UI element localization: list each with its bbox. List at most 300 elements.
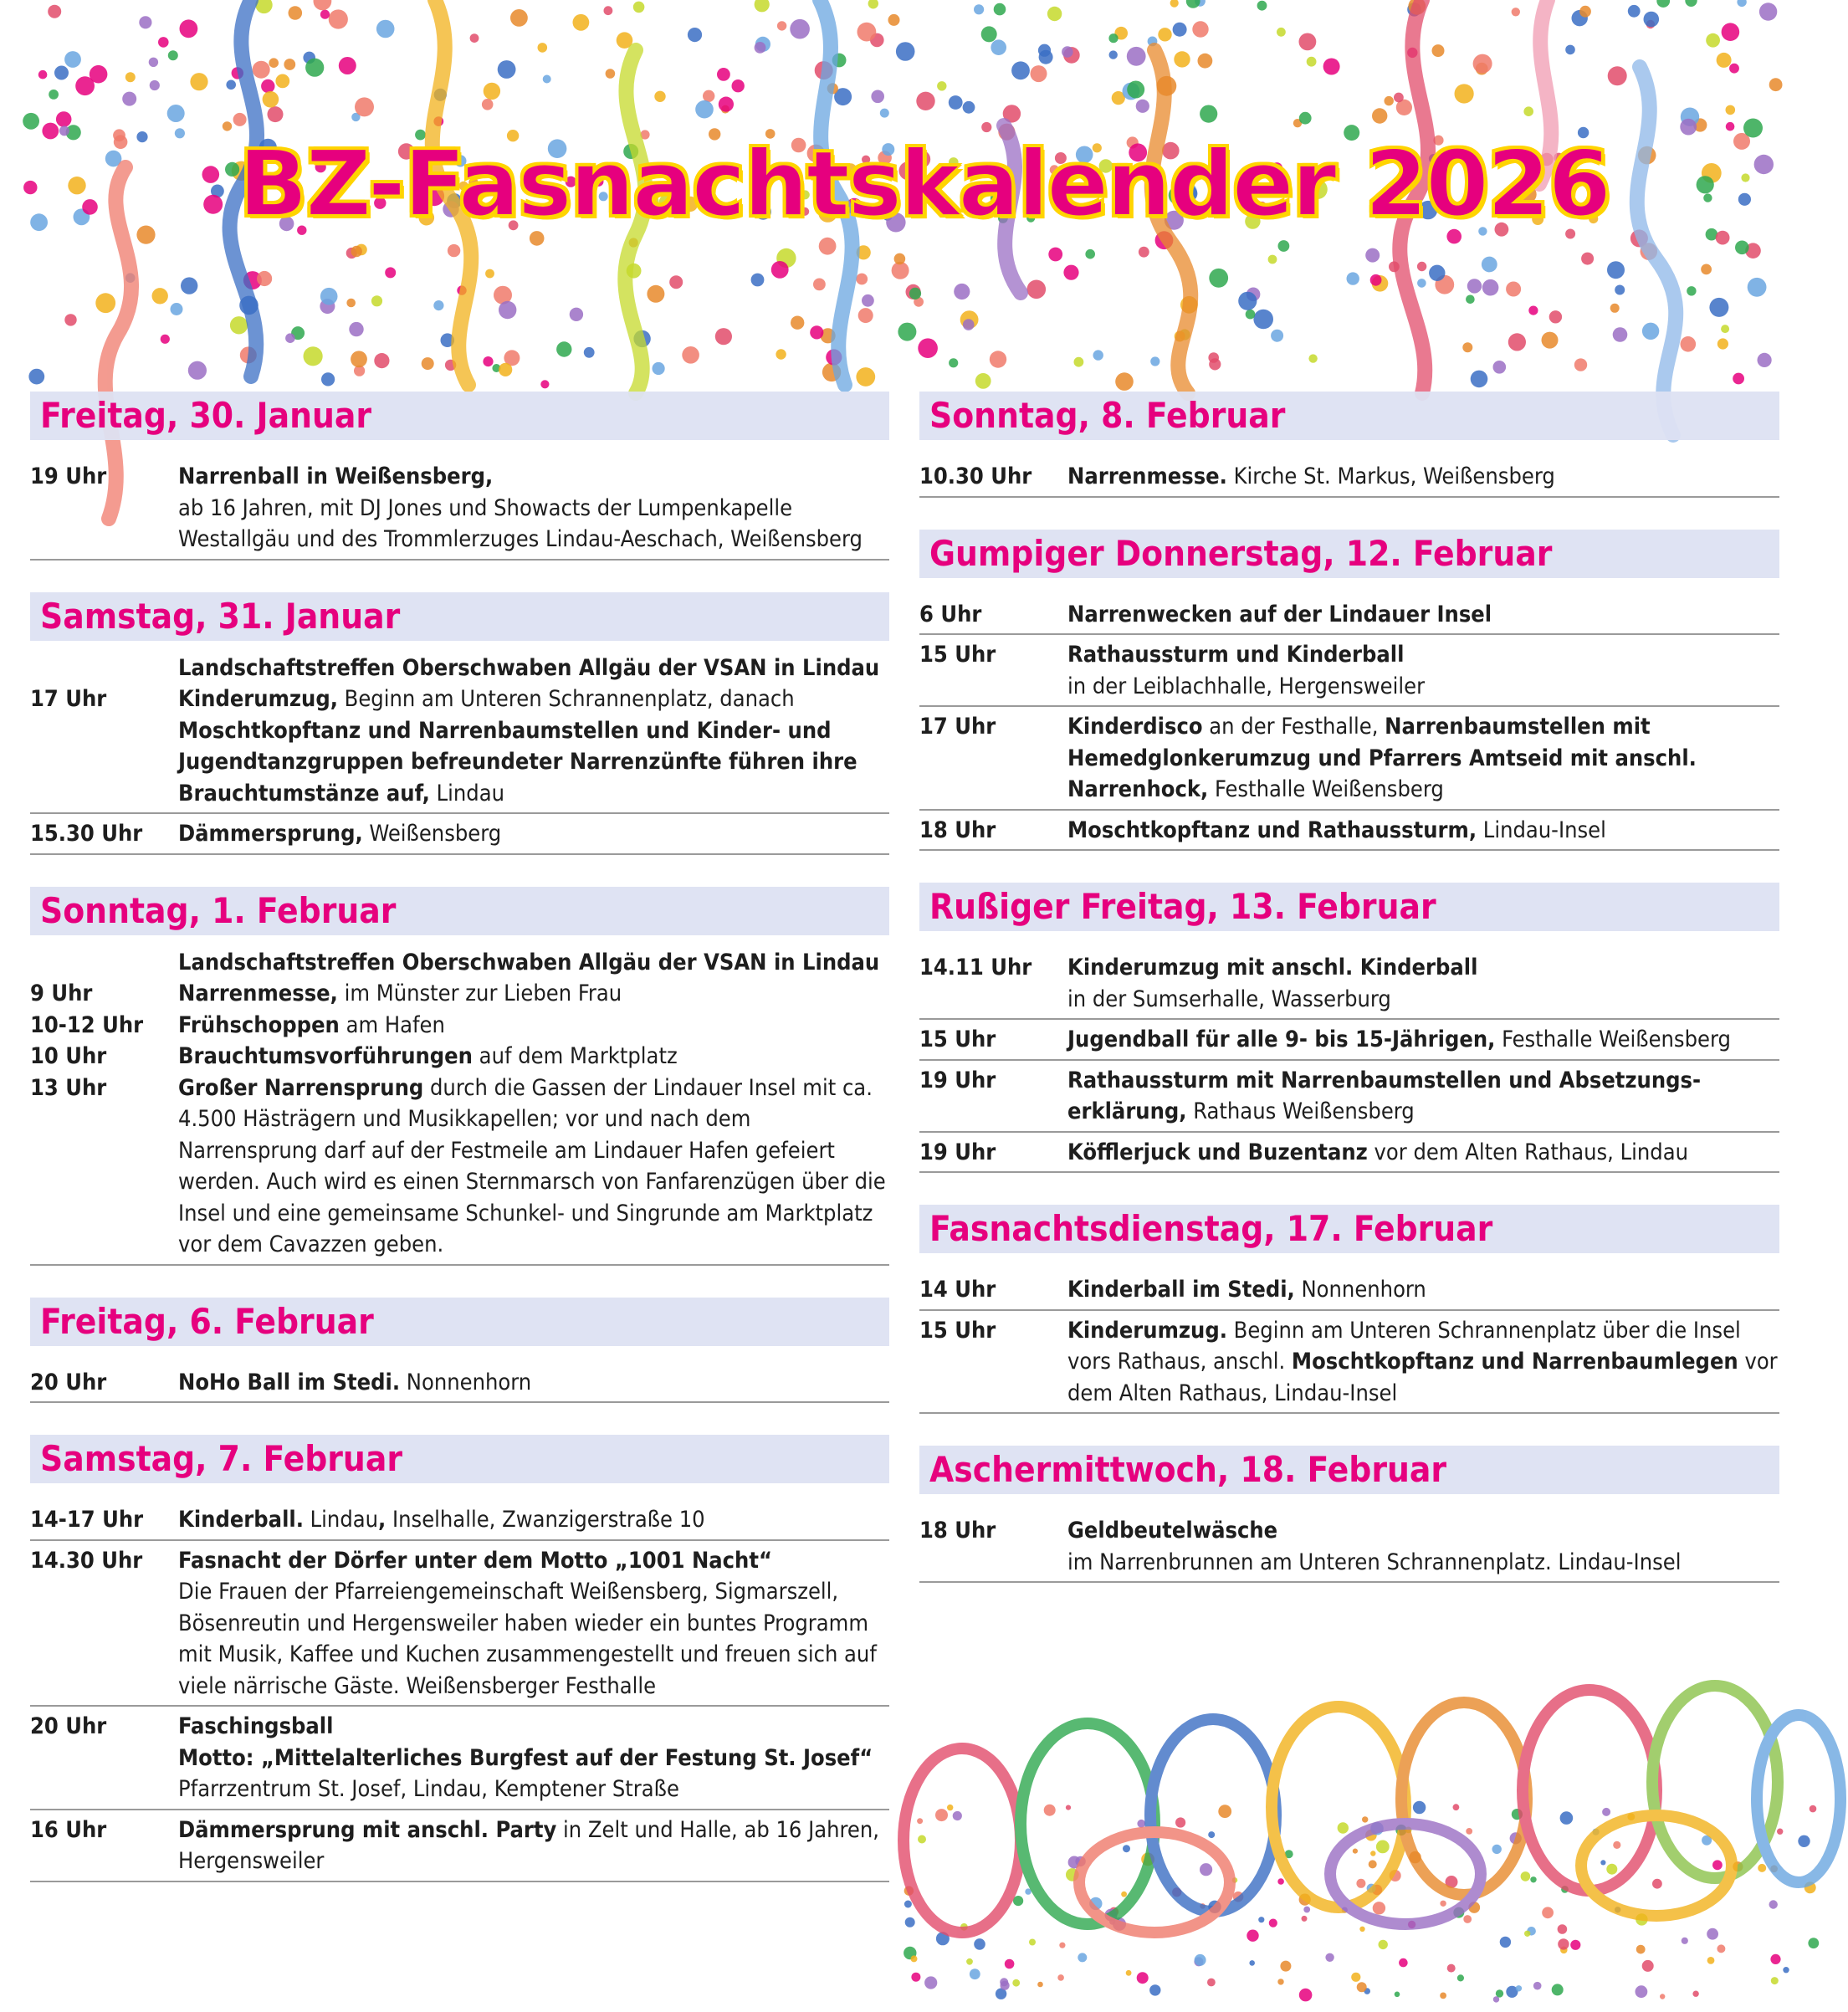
confetti-dot [755,42,766,54]
day-header: Gumpiger Donnerstag, 12. Februar [919,530,1779,578]
confetti-dot [924,1976,937,1989]
confetti-dot [1644,12,1660,28]
confetti-dot [1174,51,1190,67]
confetti-dot [1687,286,1696,295]
confetti-dot [484,83,500,100]
confetti-dot [269,58,279,68]
confetti-dot [321,372,335,386]
confetti-dot [1770,1954,1780,1964]
streamer-curl [1021,1723,1154,1924]
event-title: Frühschoppen [178,1011,340,1038]
confetti-dot [1376,1840,1390,1854]
confetti-dot [963,101,975,114]
day-header: Samstag, 7. Februar [30,1435,889,1483]
confetti-dot [1642,323,1659,340]
confetti-dot [776,349,786,359]
event-location: in der Leiblachhalle, Hergensweiler [1067,673,1426,699]
event-details: Beginn am Unteren Schrannenplatz, danach [337,686,795,712]
right-column [919,392,1779,1615]
confetti-dot [543,75,551,84]
confetti-dot [349,322,363,336]
confetti-dot [1109,50,1118,59]
event-title: Narrenball in Weißensberg, [178,463,494,489]
confetti-dot [1277,1878,1284,1885]
confetti-dot [285,333,295,343]
confetti-dot [857,23,877,42]
confetti-dot [755,0,770,12]
confetti-dot [1012,1979,1020,1987]
confetti-dot [1570,1940,1580,1950]
confetti-dot [149,58,158,67]
confetti-dot [139,16,151,28]
confetti-dot [1379,1940,1388,1949]
confetti-dot [1552,1984,1564,1995]
event-description [1067,599,1779,631]
event-row [919,1311,1779,1415]
confetti-dot [1506,282,1521,297]
event-description [1067,1515,1779,1578]
confetti-dot [813,279,826,291]
confetti-dot [856,367,875,387]
confetti-dot [1353,1849,1358,1854]
confetti-dot [1362,1816,1368,1822]
confetti-dot [433,300,443,310]
confetti-dot [1717,338,1728,349]
event-row [919,595,1779,636]
confetti-dot [376,20,395,38]
event-title: Kinderball. [178,1507,304,1533]
event-title: Brauchtumsvorführungen [178,1043,473,1069]
day-header: Freitag, 6. Februar [30,1298,889,1346]
confetti-dot [499,363,512,376]
confetti-dot [1729,64,1739,74]
event-details: durch die Gassen der Lindauer Insel mit ca. 4.500 Hästrägern und Musikkapellen; vor und nach dem Narrensprung darf auf der Festmeile am Lindauer Hafen gefeiert werden. Auch wird es einen Sternmarsch von Fanfarenzügen über die Insel und eine gemeinsame Schunkel- und Singrunde am Marktplatz vor dem Cavazzen geben. [178,1074,886,1257]
confetti-dot [1127,81,1144,99]
confetti-dot [1524,1931,1530,1937]
event-location: Lindau [429,780,505,806]
confetti-dot [188,361,207,380]
event-details: Beginn am Unteren Schrannenplatz über die Insel vors Rathaus, anschl. [1067,1317,1741,1375]
confetti-dot [1038,44,1051,57]
confetti-dot [1093,350,1103,360]
event-row [30,457,889,561]
confetti-dot [1613,1841,1620,1849]
confetti-dot [1722,23,1740,41]
confetti-dot [1681,336,1697,352]
confetti-dot [1011,61,1030,79]
confetti-dot [1357,1982,1367,1992]
event-location: Nonnenhorn [1294,1277,1426,1303]
confetti-dot [1759,3,1777,20]
event-time: 20 Uhr [30,1369,107,1395]
confetti-dot [974,1938,985,1950]
confetti-dot [1432,44,1445,57]
confetti-dot [1209,269,1228,288]
confetti-dot [1059,1943,1065,1948]
confetti-dot [898,323,916,341]
day-header: Freitag, 30. Januar [30,392,889,440]
event-time: 14-17 Uhr [30,1507,144,1533]
event-time: 16 Uhr [30,1816,107,1843]
page-title: BZ-Fasnachtskalender 2026 [238,132,1610,237]
confetti-dot [305,59,324,77]
day-header: Rußiger Freitag, 13. Februar [919,883,1779,931]
confetti-dot [1707,1928,1718,1940]
confetti-dot [1549,310,1562,323]
confetti-dot [1413,1801,1426,1814]
event-row [30,1010,889,1042]
confetti-dot [1063,265,1078,280]
confetti-dot [1299,1989,1313,2002]
confetti-dot [538,43,548,53]
confetti-dot [125,72,136,82]
confetti-dot [1044,1805,1056,1816]
confetti-dot [791,316,804,330]
confetti-dot [653,362,665,375]
confetti-dot [230,316,248,334]
confetti-dot [909,288,921,299]
confetti-dot [905,1917,915,1928]
event-motto: Motto: „Mittelalterliches Burgfest auf der Festung St. Josef“ [178,1744,873,1771]
confetti-dot [1656,0,1670,8]
event-description [178,1545,889,1702]
confetti-dot [1258,1917,1264,1922]
confetti-dot [1417,262,1426,271]
confetti-dot [1606,1864,1617,1875]
confetti-dot [819,238,837,255]
event-time: 15 Uhr [919,1026,996,1052]
day-section [30,392,889,561]
confetti-dot [1471,371,1488,388]
confetti-dot [777,21,786,30]
confetti-dot [858,308,873,323]
confetti-dot [981,122,991,132]
day-section [30,592,889,855]
confetti-dot [1066,1805,1071,1810]
event-time: 13 Uhr [30,1074,107,1101]
confetti-dot [1247,1930,1258,1942]
event-location: vor dem Alten Rathaus, Lindau-Insel [1067,1349,1778,1406]
confetti-dot [1257,1,1267,11]
confetti-dot [346,299,356,308]
confetti-dot [152,288,168,304]
confetti-dot [1370,1851,1375,1856]
confetti-dot [1758,1864,1766,1872]
confetti-dot [1200,1863,1212,1876]
event-location: in der Sumserhalle, Wasserburg [1067,986,1391,1012]
confetti-dot [918,338,938,358]
confetti-dot [1280,1961,1291,1972]
event-title: Fasnacht der Dörfer unter dem Motto „1001 Nacht“ [178,1547,772,1574]
confetti-dot [966,1958,973,1965]
confetti-dot [1356,1879,1365,1888]
confetti-dot [1150,356,1159,366]
confetti-dot [935,1809,948,1821]
confetti-dot [1074,357,1084,367]
event-description [178,818,889,850]
confetti-dot [223,121,232,131]
event-location: Festhalle Weißensberg [1208,776,1444,802]
confetti-dot [314,0,332,10]
confetti-dot [1440,1901,1446,1907]
confetti-dot [158,37,169,48]
confetti-dot [911,1973,920,1982]
confetti-dot [1523,106,1533,116]
confetti-dot [771,261,789,279]
event-time: 17 Uhr [919,714,996,740]
confetti-dot [1325,1953,1334,1962]
event-separator: , [378,1507,386,1533]
event-location: im Münster zur Lieben Frau [337,980,622,1006]
confetti-dot [1579,6,1591,18]
event-venue: Inselhalle, Zwanzigerstraße 10 [386,1507,705,1533]
confetti-dot [1473,54,1492,74]
confetti-dot [470,33,479,43]
event-row [919,948,1779,1020]
day-section [30,887,889,1266]
event-title: Narrenwecken auf der Lindauer Insel [1067,601,1492,627]
event-location: Rathaus Weißensberg [1186,1098,1415,1124]
event-title: Faschingsball [178,1713,334,1739]
confetti-dot [38,70,48,79]
confetti-dot [168,50,178,60]
event-time: 17 Uhr [30,686,107,712]
confetti-dot [1542,1907,1554,1918]
confetti-dot [1735,241,1749,255]
event-title-2: Moschtkopftanz und Narrenbaumlegen [1291,1349,1738,1375]
confetti-dot [1303,1907,1310,1913]
confetti-dot [1299,112,1312,125]
confetti-dot [570,308,583,321]
confetti-dot [351,246,362,257]
confetti-dot [1347,272,1359,284]
confetti-dot [1385,96,1394,105]
confetti-dot [1136,100,1149,113]
confetti-dot [1462,342,1472,352]
confetti-dot [790,19,810,39]
event-description [1067,711,1779,806]
event-title: Köfflerjuck und Buzentanz [1067,1139,1368,1165]
confetti-dot [1085,249,1095,259]
confetti-dot [1173,23,1187,37]
confetti-dot [1307,57,1317,67]
confetti-dot [1158,28,1171,41]
confetti-dot [1277,28,1286,37]
confetti-dot [1565,45,1575,55]
confetti-dot [540,380,549,388]
confetti-dot [1394,93,1404,103]
confetti-dot [1560,1811,1574,1825]
event-description [178,1010,889,1042]
confetti-dot [171,303,183,315]
confetti-dot [1299,33,1317,51]
confetti-dot [263,91,279,108]
confetti-dot [422,357,434,370]
confetti-dot [1198,54,1213,69]
confetti-dot [49,90,59,100]
confetti-dot [1192,21,1208,37]
confetti-dot [1308,354,1317,362]
confetti-dot [556,341,571,356]
confetti-dot [28,369,44,385]
confetti-dot [1516,1985,1522,1991]
confetti-dot [95,293,115,313]
event-time: 19 Uhr [919,1067,996,1093]
confetti-dot [498,60,516,79]
event-description [178,1041,889,1073]
event-title: Geldbeutelwäsche [1067,1518,1278,1544]
event-location: im Narrenbrunnen am Unteren Schrannenplatz. Lindau-Insel [1067,1549,1682,1575]
confetti-dot [1530,1876,1536,1882]
confetti-dot [23,113,39,130]
confetti-dot [1733,373,1744,385]
confetti-dot [1195,1954,1206,1966]
confetti-dot [1127,47,1146,66]
confetti-dot [1558,1938,1569,1949]
event-title: Kinderdisco [1067,714,1203,740]
confetti-dot [1466,1828,1472,1835]
confetti-dot [1769,1900,1778,1908]
confetti-dot [573,14,590,31]
confetti-dot [48,5,61,18]
confetti-dot [682,346,699,364]
confetti-dot [1269,1919,1277,1928]
event-time: 10-12 Uhr [30,1011,144,1038]
confetti-dot [304,346,323,366]
confetti-dot [1528,306,1538,315]
event-title: Narrenmesse. [1067,463,1227,489]
event-description [1067,639,1779,702]
event-time: 9 Uhr [30,980,93,1006]
streamer-curl [1150,1719,1276,1912]
confetti-dot [1600,1860,1605,1865]
event-time: 10.30 Uhr [919,463,1032,489]
event-description [178,683,889,809]
confetti-dot [1278,240,1290,252]
confetti-dot [226,80,236,90]
confetti-dot [1707,1957,1715,1964]
confetti-dot [1717,53,1732,68]
day-header: Sonntag, 1. Februar [30,887,889,935]
confetti-dot [584,347,595,358]
confetti-dot [1121,1892,1127,1897]
confetti-dot [275,74,289,89]
confetti-dot [633,2,645,13]
confetti-dot [122,92,136,106]
event-row [919,1061,1779,1133]
confetti-dot [871,90,884,104]
confetti-dot [1726,105,1736,115]
confetti-dot [904,1901,912,1908]
confetti-dot [1717,1944,1725,1953]
event-location: vor dem Alten Rathaus, Lindau [1367,1139,1688,1165]
confetti-dot [917,1818,923,1824]
confetti-dot [167,105,185,122]
event-location: Lindau [303,1507,379,1533]
confetti-dot [339,57,356,74]
confetti-dot [1581,253,1594,265]
event-row [30,814,889,855]
event-time: 19 Uhr [30,463,107,489]
confetti-dot [64,51,81,68]
confetti-dot [1395,1992,1400,1998]
day-section [30,1435,889,1882]
confetti-dot [190,73,207,90]
confetti-dot [64,314,76,325]
confetti-dot [1369,1860,1377,1868]
event-location: Weißensberg [362,821,502,847]
confetti-dot [1207,1979,1216,1987]
streamer [1637,67,1676,435]
confetti-dot [1709,298,1728,317]
confetti-dot [150,80,160,90]
confetti-dot [1721,325,1729,333]
confetti-dot [862,294,874,307]
confetti-dot [647,285,664,303]
confetti-dot [90,65,108,84]
event-time: 10 Uhr [30,1043,107,1069]
confetti-dot [1642,1960,1654,1972]
confetti-dot [1302,1916,1308,1922]
confetti-dot [896,42,915,61]
day-section [919,530,1779,852]
event-row [919,1020,1779,1061]
event-description [178,1815,889,1877]
confetti-dot [1615,285,1625,295]
confetti-dot [1492,1845,1502,1854]
confetti-dot [1706,33,1720,48]
day-section [30,1298,889,1404]
confetti-dot [1521,1871,1531,1881]
day-intro: Landschaftstreffen Oberschwaben Allgäu der VSAN in Lindau [178,654,880,681]
confetti-dot [1628,5,1641,18]
confetti-dot [1457,1974,1464,1981]
confetti-dot [1602,1808,1610,1816]
event-location: Kirche St. Markus, Weißensberg [1226,463,1555,489]
confetti-dot [1574,358,1587,371]
confetti-dot [1608,66,1627,85]
streamer-curl [1523,1690,1656,1891]
confetti-dot [991,39,1006,55]
confetti-dot [1323,59,1340,75]
confetti-dot [916,92,934,110]
confetti-dot [1029,1939,1036,1946]
confetti-dot [1200,105,1217,123]
confetti-dot [1769,78,1783,91]
confetti-dot [1208,1831,1215,1838]
confetti-dot [1512,8,1520,16]
event-time: 20 Uhr [30,1713,107,1739]
event-row [919,635,1779,707]
event-description [1067,1024,1779,1056]
confetti-dot [499,301,516,319]
confetti-dot [1636,1945,1646,1954]
confetti-dot [510,9,528,27]
day-section [919,392,1779,498]
event-title: NoHo Ball im Stedi. [178,1369,401,1395]
confetti-dot [1365,248,1380,263]
confetti-dot [351,351,367,367]
confetti-dot [485,269,494,279]
event-time: 15 Uhr [919,1317,996,1344]
confetti-dot [1137,1972,1149,1984]
confetti-dot [888,14,900,26]
confetti-dot [1031,65,1047,82]
day-header: Fasnachtsdienstag, 17. Februar [919,1205,1779,1253]
confetti-dot [1701,264,1712,275]
event-details: ab 16 Jahren, mit DJ Jones und Showacts der Lumpenkapelle Westallgäu und des Trommlerzuges Lindau-Aeschach, Weißensberg [178,494,863,552]
confetti-dot [1115,372,1134,391]
